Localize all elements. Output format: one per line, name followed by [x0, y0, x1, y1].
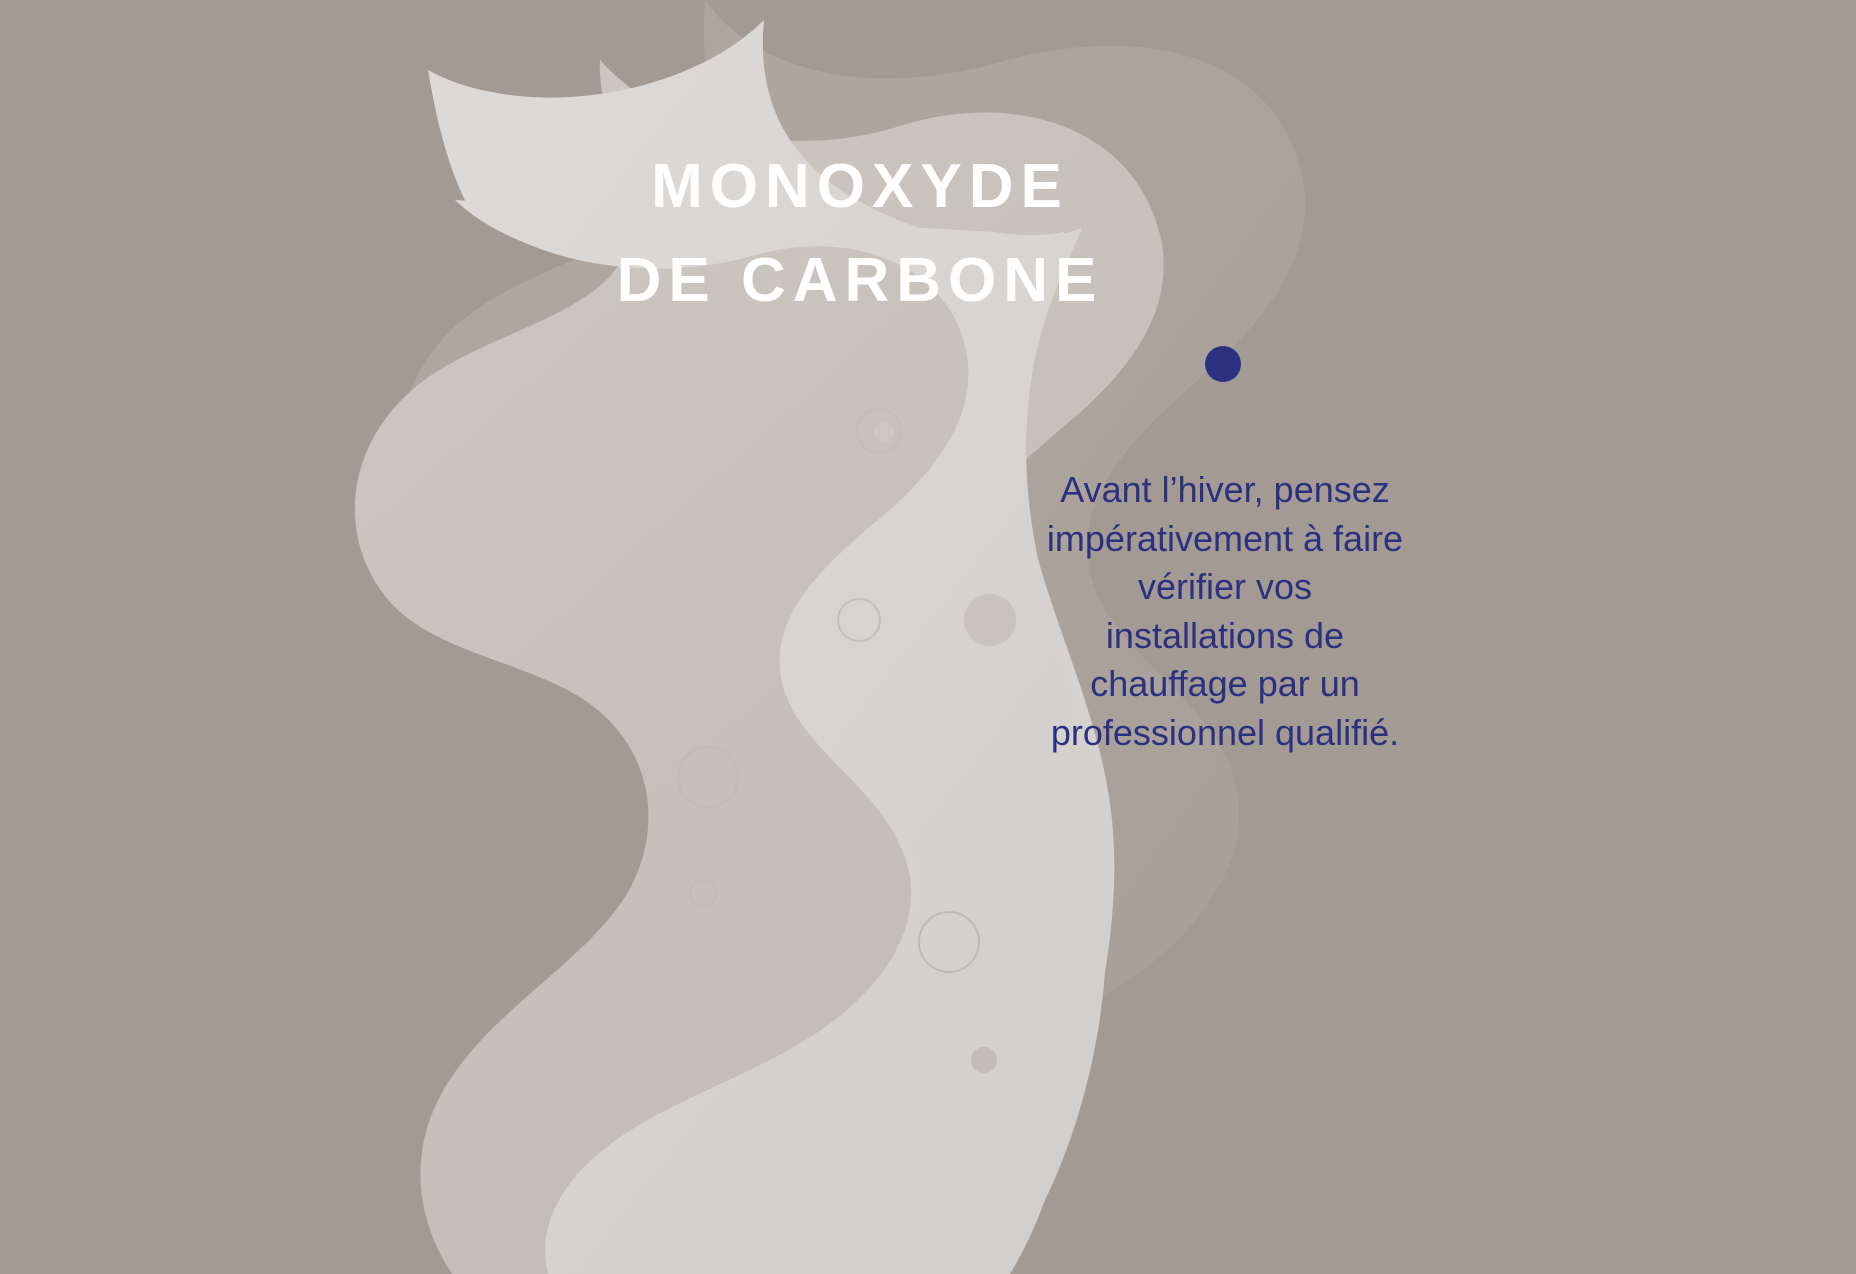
- body-text: Avant l’hiver, pensez impérativement à faire vérifier vos installations de chauffage par un professionnel qualifié.: [1046, 469, 1404, 753]
- title-line-2: DE CARBONE: [616, 246, 1104, 316]
- title-line-1: MONOXYDE: [651, 152, 1069, 221]
- bubble-filled-5: [812, 859, 850, 897]
- blue-dot-icon: [1205, 346, 1241, 382]
- bubble-filled-4: [964, 594, 1016, 646]
- page-title: [520, 140, 1200, 328]
- bubble-filled-small-top: [874, 422, 894, 442]
- bubble-filled-6: [971, 1047, 997, 1073]
